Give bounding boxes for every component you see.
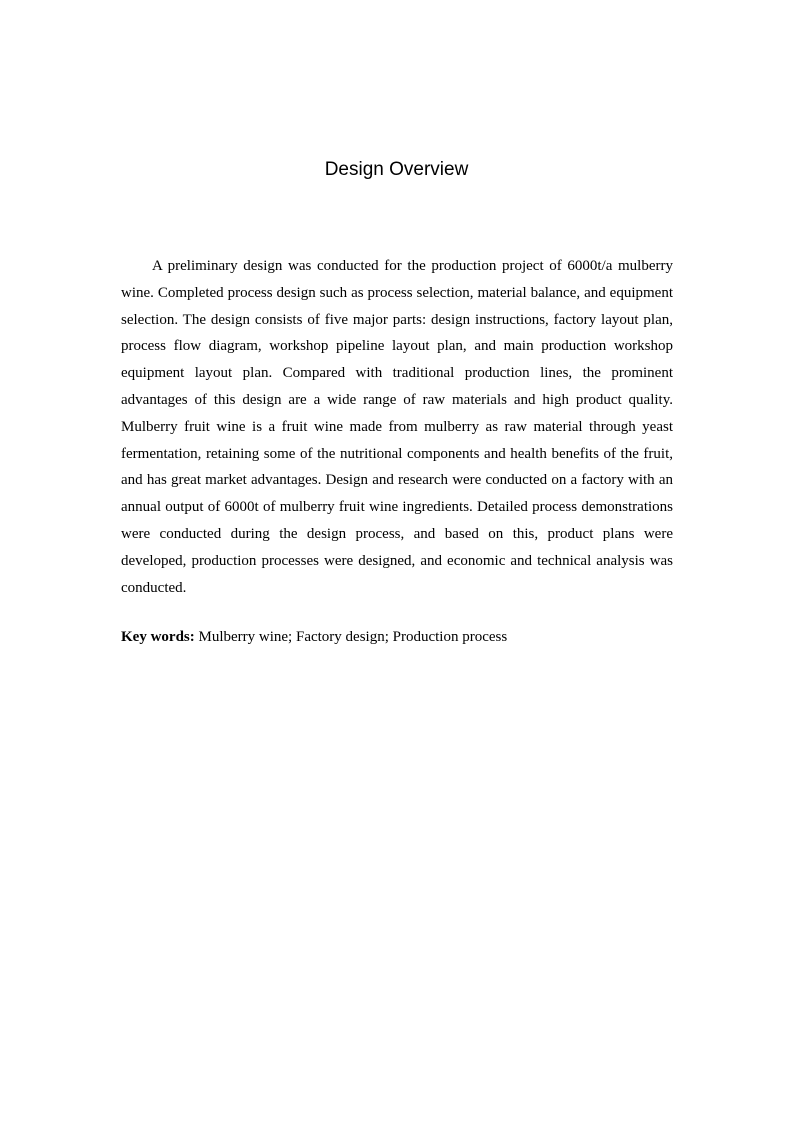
keywords-text: Mulberry wine; Factory design; Production process: [198, 629, 508, 645]
keywords-label: Key words:: [121, 629, 195, 645]
abstract-paragraph: A preliminary design was conducted for the production project of 6000t/a mulberry wine. Completed process design such as process selection, material balance, and equipment selection. The design consists of five major parts: design instructions, factory layout plan, process flow diagram, workshop pipeline layout plan, and main production workshop equipment layout plan. Compared with traditional production lines, the prominent advantages of this design are a wide range of raw materials and high product quality. Mulberry fruit wine is a fruit wine made from mulberry as raw material through yeast fermentation, retaining some of the nutritional components and health benefits of the fruit, and has great market advantages. Design and research were conducted on a factory with an annual output of 6000t of mulberry fruit wine ingredients. Detailed process demonstrations were conducted during the design process, and based on this, product plans were developed, production processes were designed, and economic and technical analysis was conducted.: [121, 258, 673, 596]
page-title: Design Overview: [324, 159, 469, 180]
keywords-line: [121, 626, 673, 648]
